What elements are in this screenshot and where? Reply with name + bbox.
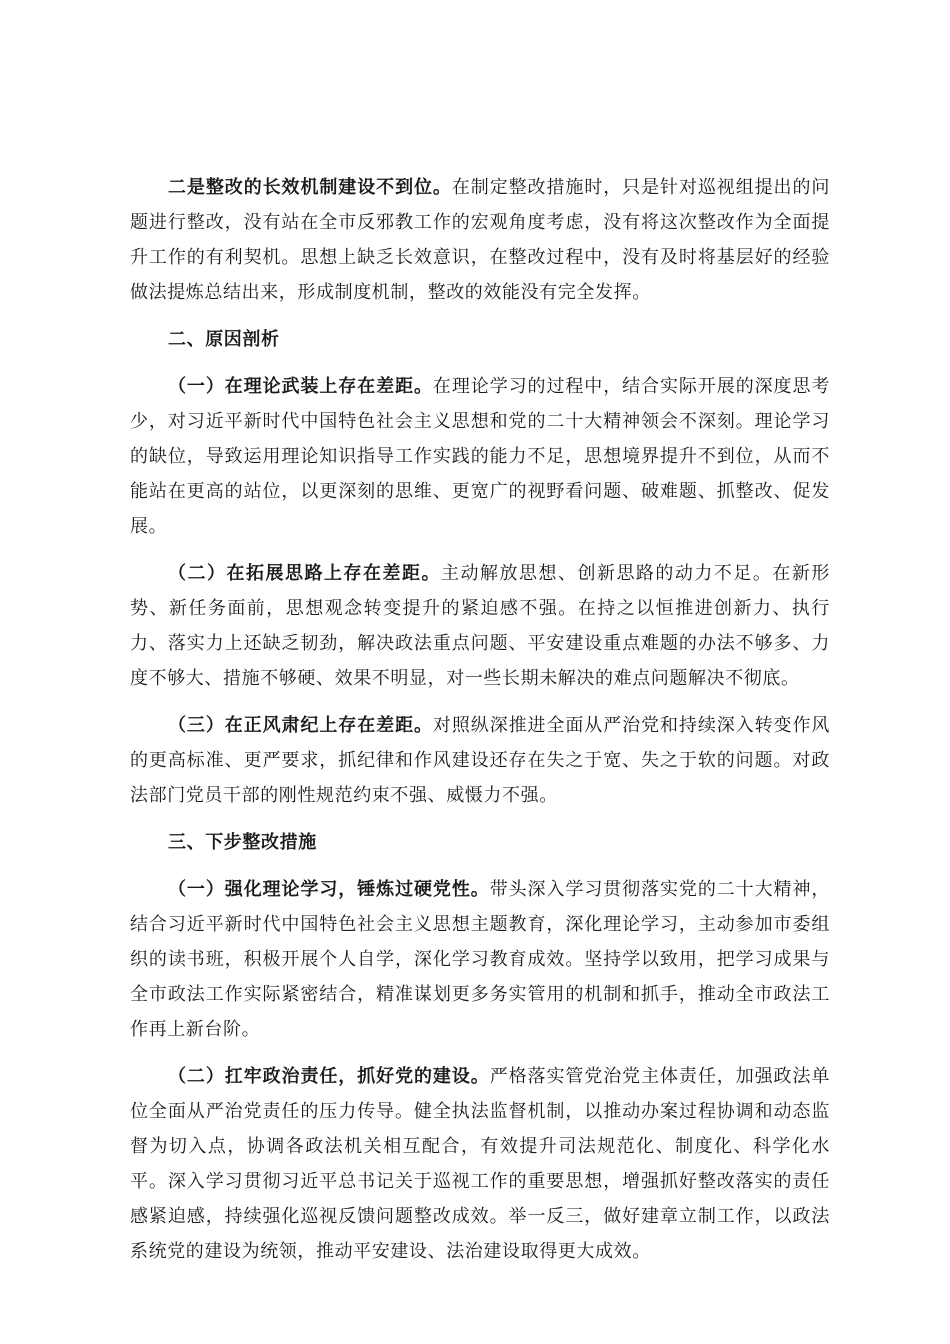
paragraph-theory-study	[130, 872, 830, 1047]
paragraph-body: 对照纵深推进全面从严治党和持续深入转变作风的更高标准、更严要求，抓纪律和作风建设还存在失之于宽、失之于软的问题。对政法部门党员干部的刚性规范约束不强、威慑力不强。	[130, 715, 830, 806]
paragraph-body: 带头深入学习贯彻落实党的二十大精神，结合习近平新时代中国特色社会主义思想主题教育，深化理论学习，主动参加市委组织的读书班，积极开展个人自学，深化学习教育成效。坚持学以致用，把学习成果与全市政法工作实际紧密结合，精准谋划更多务实管用的机制和抓手，推动全市政法工作再上新台阶。	[130, 879, 830, 1040]
paragraph-body: 主动解放思想、创新思路的动力不足。在新形势、新任务面前，思想观念转变提升的紧迫感不强。在持之以恒推进创新力、执行力、落实力上还缺乏韧劲，解决政法重点问题、平安建设重点难题的办法不够多、力度不够大、措施不够硬、效果不明显，对一些长期未解决的难点问题解决不彻底。	[130, 563, 831, 689]
section-heading-cause-analysis: 二、原因剖析	[168, 329, 280, 350]
paragraph-body: 在理论学习的过程中，结合实际开展的深度思考少，对习近平新时代中国特色社会主义思想和党的二十大精神领会不深刻。理论学习的缺位，导致运用理论知识指导工作实践的能力不足，思想境界提升不到位，从而不能站在更高的站位，以更深刻的思维、更宽广的视野看问题、破难题、抓整改、促发展。	[130, 376, 830, 537]
paragraph-lead: （一）强化理论学习，锤炼过硬党性。	[168, 879, 490, 900]
paragraph-theory-gap	[130, 369, 830, 544]
paragraph-body: 在制定整改措施时，只是针对巡视组提出的问题进行整改，没有站在全市反邪教工作的宏观角度考虑，没有将这次整改作为全面提升工作的有利契机。思想上缺乏长效意识，在整改过程中，没有及时将基层好的经验做法提炼总结出来，形成制度机制，整改的效能没有完全发挥。	[130, 177, 831, 303]
paragraph-lead: （二）在拓展思路上存在差距。	[168, 563, 441, 584]
paragraph-thinking-gap	[130, 556, 830, 696]
document-page	[130, 170, 830, 1281]
paragraph-long-term-mechanism	[130, 170, 830, 310]
paragraph-lead: 二是整改的长效机制建设不到位。	[168, 177, 452, 198]
paragraph-lead: （二）扛牢政治责任，抓好党的建设。	[168, 1066, 490, 1087]
paragraph-discipline-gap	[130, 708, 830, 813]
paragraph-lead: （三）在正风肃纪上存在差距。	[168, 715, 433, 736]
paragraph-body: 严格落实管党治党主体责任，加强政法单位全面从严治党责任的压力传导。健全执法监督机制，以推动办案过程协调和动态监督为切入点，协调各政法机关相互配合，有效提升司法规范化、制度化、科学化水平。深入学习贯彻习近平总书记关于巡视工作的重要思想，增强抓好整改落实的责任感紧迫感，持续强化巡视反馈问题整改成效。举一反三，做好建章立制工作，以政法系统党的建设为统领，推动平安建设、法治建设取得更大成效。	[130, 1066, 830, 1262]
paragraph-lead: （一）在理论武装上存在差距。	[168, 376, 433, 397]
section-heading-next-steps: 三、下步整改措施	[168, 832, 317, 853]
paragraph-political-responsibility	[130, 1059, 830, 1269]
